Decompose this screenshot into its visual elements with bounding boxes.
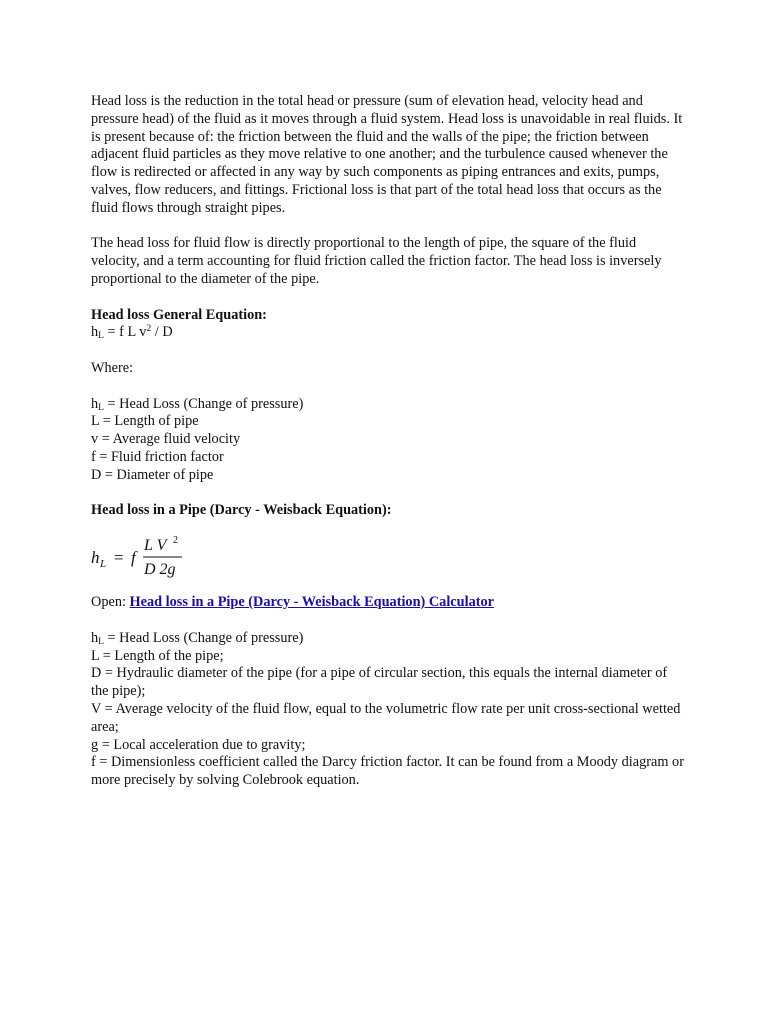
eq-superscript: 2 bbox=[146, 324, 152, 335]
general-equation-heading: Head loss General Equation: bbox=[91, 306, 267, 323]
eq-end: / D bbox=[151, 324, 173, 341]
darcy-definitions bbox=[91, 630, 687, 790]
definition-text: = Head Loss (Change of pressure) bbox=[103, 629, 304, 646]
definition-symbol: h bbox=[91, 395, 99, 412]
darcy-formula-svg bbox=[91, 534, 201, 580]
definition-text: = Length of pipe bbox=[99, 413, 199, 430]
definition-item: f = Dimensionless coefficient called the Darcy friction factor. It can be found from a Moody diagram or more precisely by solving Colebrook equation. bbox=[91, 754, 684, 789]
definition-subscript: L bbox=[98, 402, 104, 413]
general-equation bbox=[91, 324, 687, 342]
definition-text: = Diameter of pipe bbox=[101, 466, 214, 483]
definition-item bbox=[91, 431, 687, 449]
definition-item bbox=[91, 413, 687, 431]
definition-text: = Fluid friction factor bbox=[95, 448, 224, 465]
where-label: Where: bbox=[91, 359, 134, 376]
definition-item bbox=[91, 449, 687, 467]
definition-symbol: D bbox=[91, 466, 102, 483]
formula-lhs-subscript: L bbox=[100, 558, 107, 571]
definition-item bbox=[91, 396, 687, 414]
eq-h: h bbox=[91, 324, 99, 341]
definition-item bbox=[91, 467, 687, 485]
definition-symbol: L bbox=[91, 413, 100, 430]
formula-f: f bbox=[131, 548, 136, 568]
eq-h-subscript: L bbox=[98, 331, 104, 342]
formula-equals: = bbox=[114, 548, 124, 568]
darcy-heading: Head loss in a Pipe (Darcy - Weisback Equation): bbox=[91, 502, 392, 519]
definition-text: = Average fluid velocity bbox=[98, 431, 241, 448]
open-calculator-line bbox=[91, 594, 687, 612]
document-page bbox=[91, 93, 687, 790]
intro-paragraph-1: Head loss is the reduction in the total head or pressure (sum of elevation head, velocity head and pressure head) of the fluid as it moves through a fluid system. Head loss is unavoidable in real fluids. It is present because of: the friction between the fluid and the walls of the pipe; the friction between adjacent fluid particles as they move relative to one another; and the turbulence caused whenever the flow is redirected or affected in any way by such components as piping entrances and exits, pumps, valves, flow reducers, and fittings. Frictional loss is that part of the total head loss that occurs as the fluid flows through straight pipes. bbox=[91, 93, 683, 216]
definition-item bbox=[91, 630, 687, 648]
definition-item: L = Length of the pipe; bbox=[91, 647, 224, 664]
definition-item: V = Average velocity of the fluid flow, equal to the volumetric flow rate per unit cross-sectional wetted area; bbox=[91, 700, 681, 735]
general-definitions bbox=[91, 396, 687, 485]
intro-paragraph-2: The head loss for fluid flow is directly proportional to the length of pipe, the square of the fluid velocity, and a term accounting for fluid friction called the friction factor. The head loss is inversely proportional to the diameter of the pipe. bbox=[91, 235, 662, 287]
definition-symbol: f bbox=[91, 448, 96, 465]
definition-text: = Head Loss (Change of pressure) bbox=[103, 395, 304, 412]
definition-subscript: L bbox=[98, 636, 104, 647]
eq-middle: = f L v bbox=[103, 324, 147, 341]
definition-symbol: v bbox=[91, 431, 99, 448]
definition-symbol: h bbox=[91, 629, 99, 646]
definition-item: D = Hydraulic diameter of the pipe (for a pipe of circular section, this equals the internal diameter of the pipe); bbox=[91, 665, 668, 700]
formula-lhs: h bbox=[91, 548, 100, 568]
formula-denominator: D 2g bbox=[144, 561, 176, 579]
calculator-link[interactable]: Head loss in a Pipe (Darcy - Weisback Equation) Calculator bbox=[129, 594, 494, 611]
formula-numerator: L V bbox=[144, 537, 167, 555]
darcy-formula bbox=[91, 534, 687, 580]
open-label: Open: bbox=[91, 594, 130, 611]
formula-numerator-superscript: 2 bbox=[173, 535, 178, 547]
definition-item: g = Local acceleration due to gravity; bbox=[91, 736, 306, 753]
